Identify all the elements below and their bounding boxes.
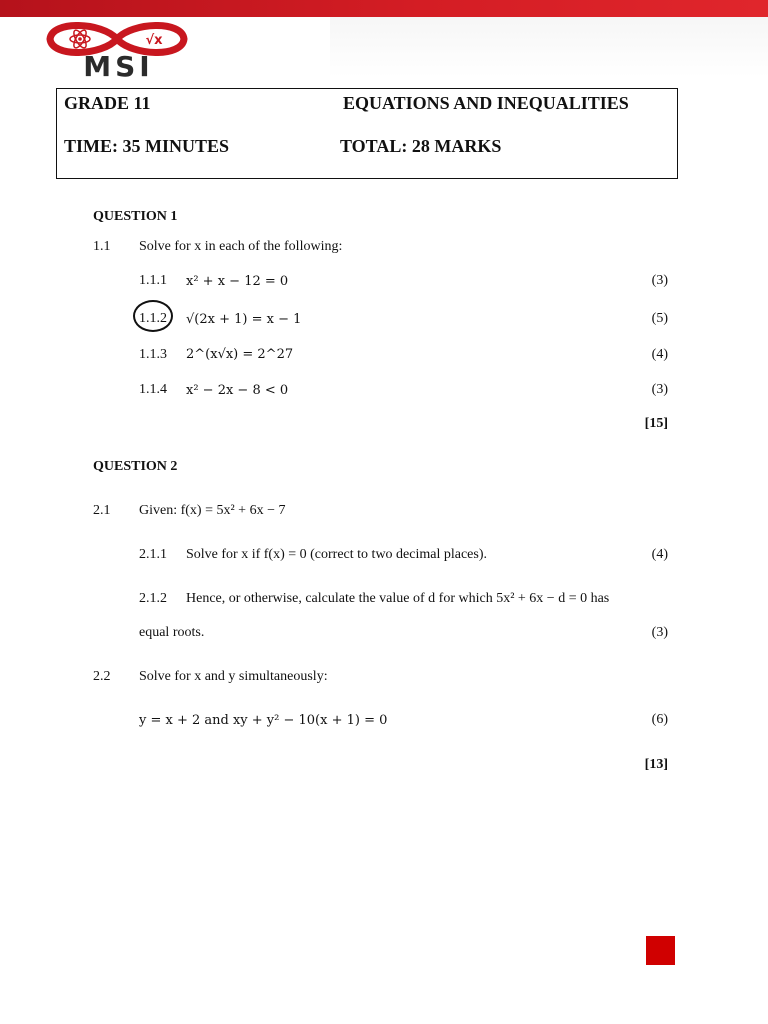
q1-1-1-marks: (3) xyxy=(651,273,668,288)
q2-1-number: 2.1 xyxy=(93,503,111,518)
q1-1-3-marks: (4) xyxy=(651,347,668,362)
q2-1-2-number: 2.1.2 xyxy=(139,591,167,606)
q2-1-1-marks: (4) xyxy=(651,547,668,562)
q1-1-number: 1.1 xyxy=(93,239,111,254)
q1-1-1-number: 1.1.1 xyxy=(139,273,167,288)
question-2-title: QUESTION 2 xyxy=(93,459,178,474)
msi-logo xyxy=(42,22,192,82)
q1-1-3-expression: 2^(x√x) = 2^27 xyxy=(186,347,294,362)
q2-1-2-text-line1: Hence, or otherwise, calculate the value of d for which 5x² + 6x − d = 0 has xyxy=(186,591,610,606)
q1-1-4-expression: x² − 2x − 8 < 0 xyxy=(186,383,289,398)
q1-1-2-number: 1.1.2 xyxy=(139,311,167,326)
header-watermark-band xyxy=(330,17,768,77)
time-label: TIME: 35 MINUTES xyxy=(64,136,230,156)
q1-1-4-number: 1.1.4 xyxy=(139,382,167,397)
q2-2-equations: y = x + 2 and xy + y² − 10(x + 1) = 0 xyxy=(139,713,388,728)
q2-2-prompt: Solve for x and y simultaneously: xyxy=(139,669,328,684)
grade-label: GRADE 11 xyxy=(64,93,151,113)
q1-1-2-marks: (5) xyxy=(651,311,668,326)
q2-1-given: Given: f(x) = 5x² + 6x − 7 xyxy=(139,503,286,518)
q2-1-2-text-line2: equal roots. xyxy=(139,625,205,640)
q2-2-marks: (6) xyxy=(651,712,668,727)
q1-1-4-marks: (3) xyxy=(651,382,668,397)
q1-1-1-expression: x² + x − 12 = 0 xyxy=(186,274,289,289)
subject-title: EQUATIONS AND INEQUALITIES xyxy=(343,93,629,113)
q2-1-2-marks: (3) xyxy=(651,625,668,640)
question-1-total: [15] xyxy=(644,416,668,431)
q2-1-1-text: Solve for x if f(x) = 0 (correct to two decimal places). xyxy=(186,547,488,562)
page-corner-marker xyxy=(646,936,675,965)
question-2-total: [13] xyxy=(644,757,668,772)
question-1-title: QUESTION 1 xyxy=(93,209,178,224)
root-symbol: √x xyxy=(145,33,163,48)
top-color-bar xyxy=(0,0,768,17)
logo-wordmark: MSI xyxy=(83,50,154,83)
q1-1-3-number: 1.1.3 xyxy=(139,347,167,362)
q1-1-prompt: Solve for x in each of the following: xyxy=(139,239,343,254)
header-box xyxy=(56,88,678,179)
q2-1-1-number: 2.1.1 xyxy=(139,547,167,562)
q1-1-2-expression: √(2x + 1) = x − 1 xyxy=(186,312,302,327)
total-marks-label: TOTAL: 28 MARKS xyxy=(340,136,502,156)
q2-2-number: 2.2 xyxy=(93,669,111,684)
